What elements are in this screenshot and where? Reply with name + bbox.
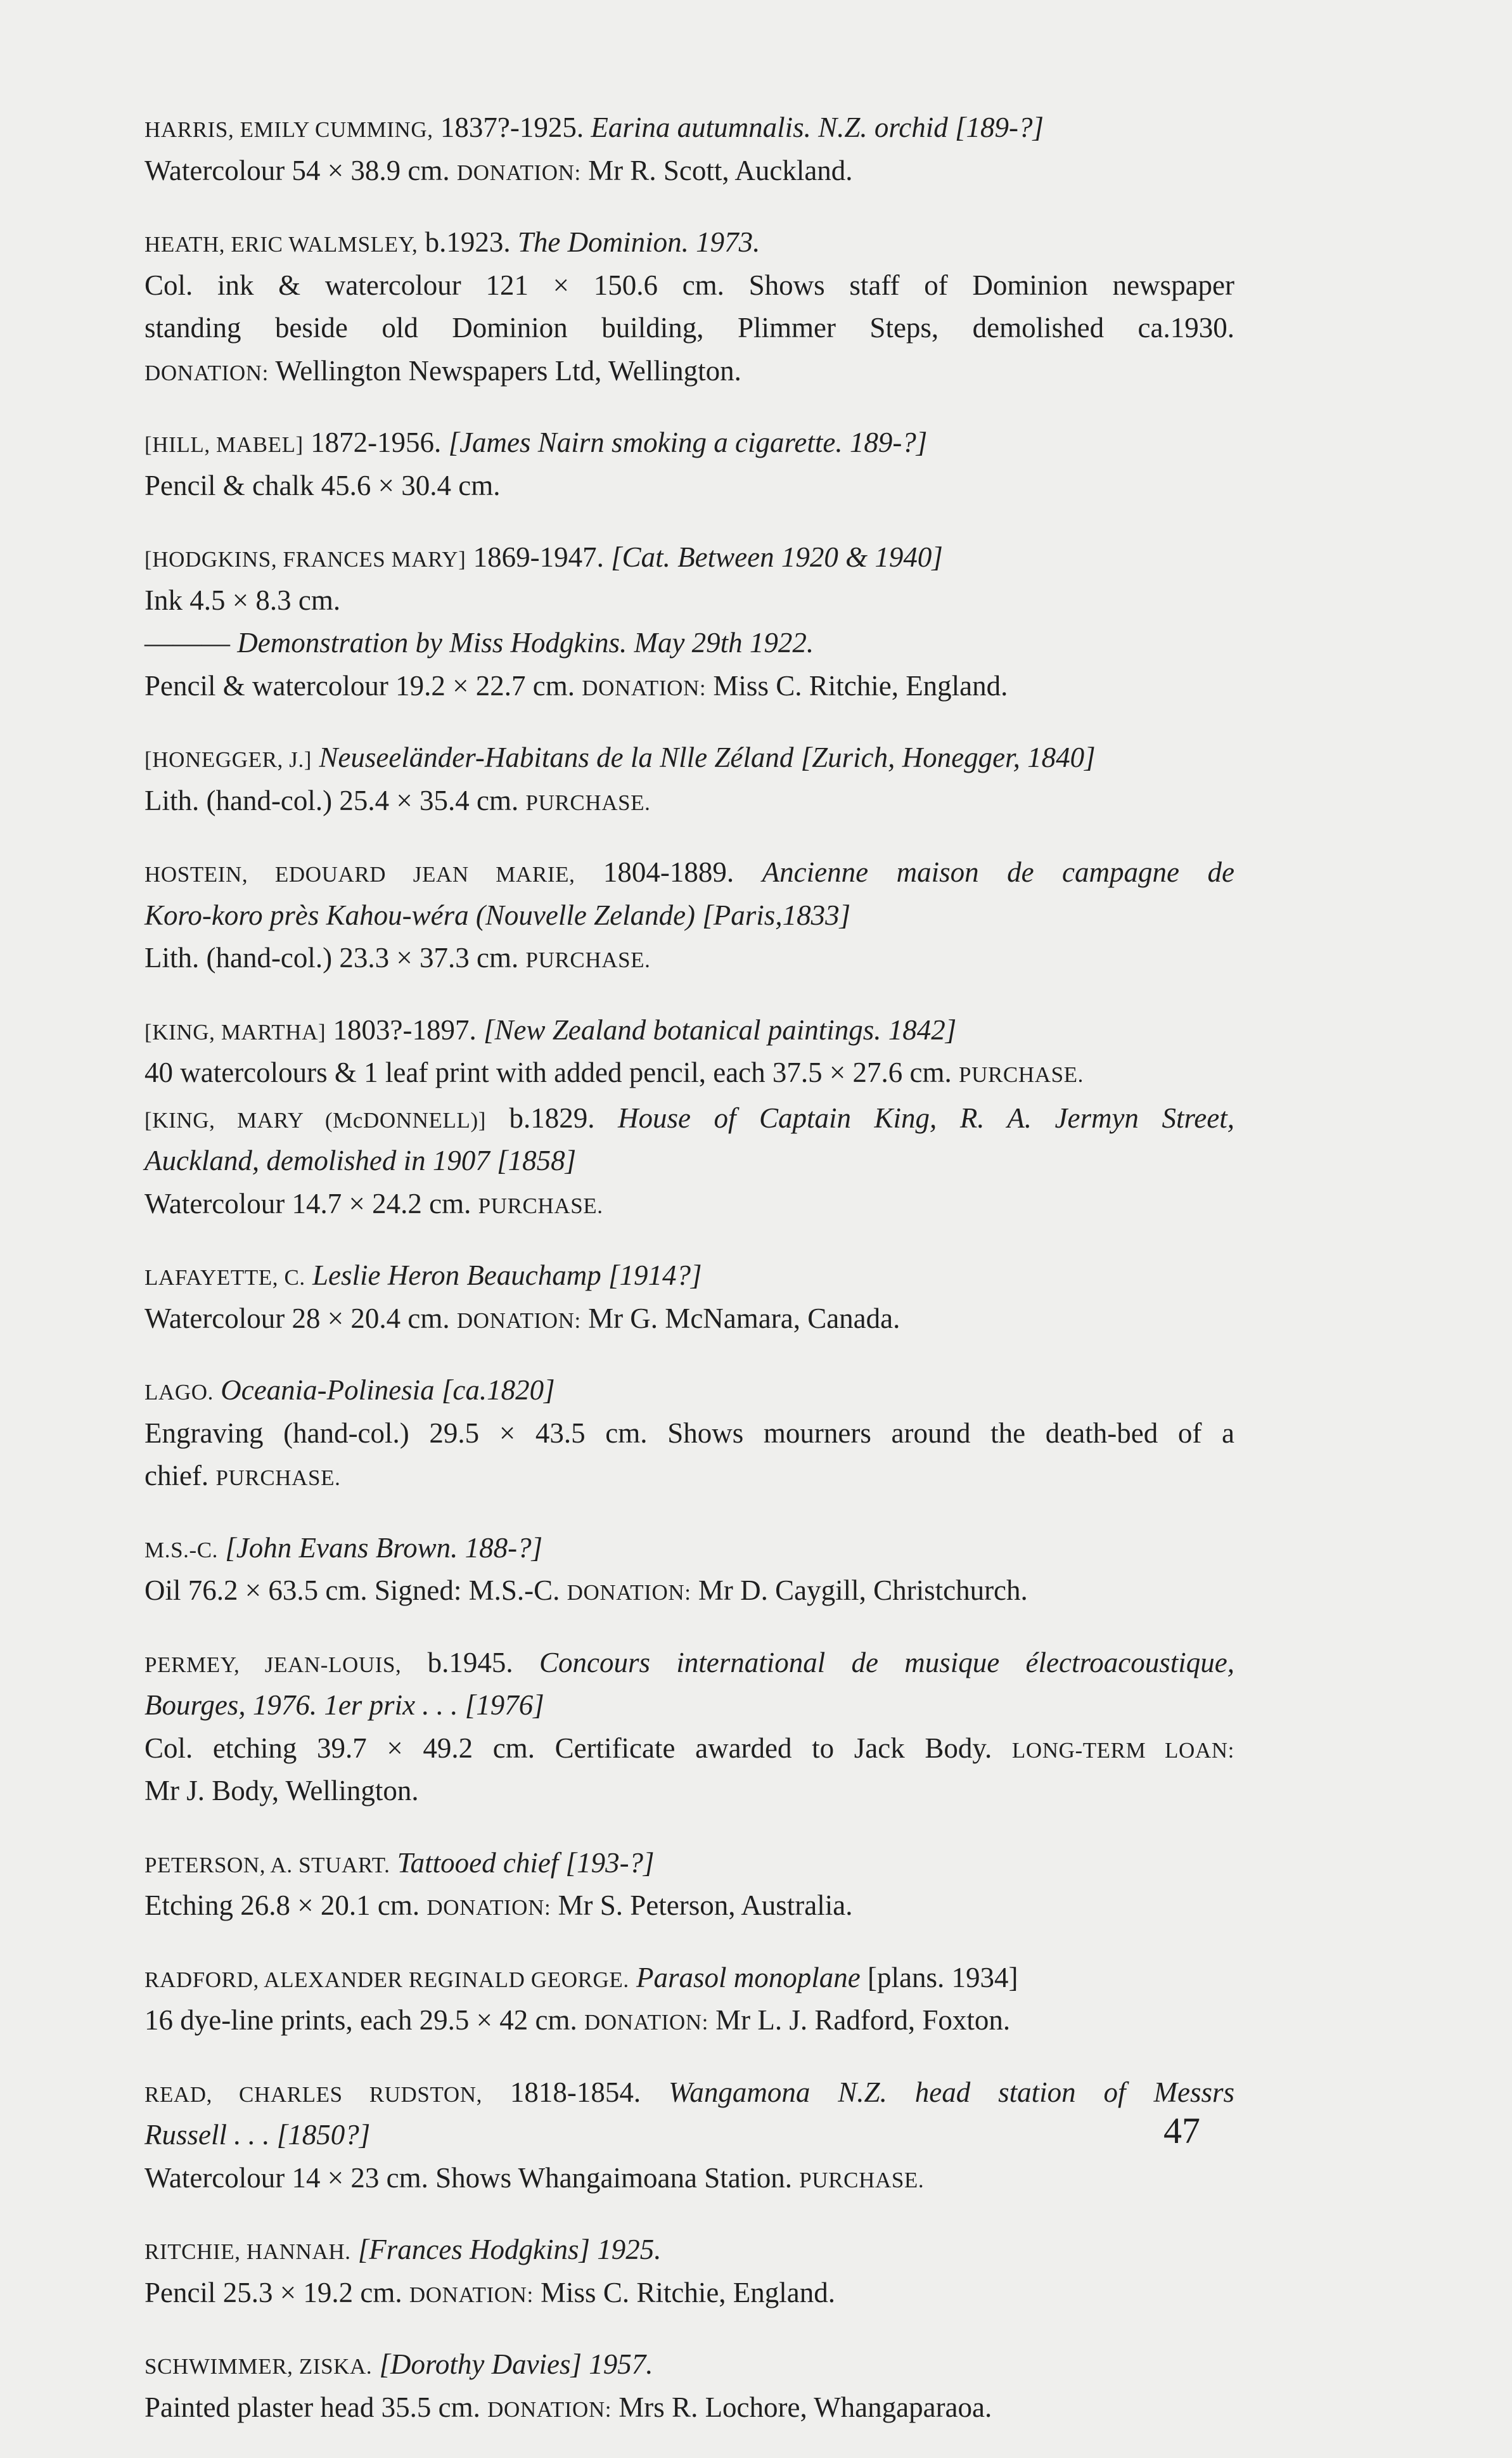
artist-name: LAGO. (144, 1380, 214, 1405)
acquisition-type: DONATION: (426, 1895, 551, 1920)
entry-heading (144, 1009, 1234, 1052)
acquisition-type: DONATION: (456, 1308, 581, 1333)
work-title: House of Captain King, R. A. Jermyn Street, (618, 1102, 1234, 1134)
entry-details (144, 1727, 1234, 1770)
entry-details (144, 150, 1234, 193)
work-title: Concours international de musique électroacoustique, (539, 1646, 1234, 1678)
artist-dates: b.1829. (485, 1102, 618, 1134)
work-title-continued: Auckland, demolished in 1907 [1858] (144, 1145, 577, 1176)
catalogue-entry (144, 737, 1234, 822)
artist-name: [KING, MARTHA] (144, 1019, 326, 1045)
artist-dates: 1804-1889. (575, 856, 762, 888)
acquisition-type: LONG-TERM LOAN: (1011, 1737, 1234, 1763)
catalogue-entry (144, 2229, 1234, 2314)
acquisition-type: PURCHASE. (525, 790, 651, 815)
work-title: [John Evans Brown. 188-?] (218, 1531, 543, 1564)
work-title: [New Zealand botanical paintings. 1842] (483, 1013, 957, 1046)
entry-heading (144, 106, 1234, 150)
acquisition-type: PURCHASE. (959, 1062, 1084, 1087)
medium-size: Watercolour 54 × 38.9 cm. (144, 154, 457, 186)
catalogue-entry (144, 1369, 1234, 1498)
catalogue-entry (144, 221, 1234, 392)
entry-heading (144, 1957, 1234, 2000)
acquisition-type: DONATION: (567, 1580, 691, 1605)
artist-name: LAFAYETTE, C. (144, 1265, 305, 1290)
catalogue-entry (144, 421, 1234, 507)
entry-details: Col. ink & watercolour 121 × 150.6 cm. Shows staff of Dominion newspaper (144, 269, 1234, 301)
medium-size: Watercolour 28 × 20.4 cm. (144, 1302, 457, 1334)
artist-dates: b.1945. (401, 1646, 539, 1678)
medium-size: Pencil 25.3 × 19.2 cm. (144, 2276, 409, 2308)
entry-heading (144, 1097, 1234, 1140)
acquisition-type: DONATION: (144, 360, 269, 385)
entry-heading (144, 2229, 1234, 2272)
artist-dates: 1869-1947. (466, 541, 612, 573)
artist-name: HOSTEIN, EDOUARD JEAN MARIE, (144, 862, 575, 887)
entry-details (144, 1297, 1234, 1341)
work-title: Leslie Heron Beauchamp [1914?] (305, 1259, 702, 1291)
medium-size: Watercolour 14.7 × 24.2 cm. (144, 1187, 478, 1219)
work-date: [plans. 1934] (867, 1961, 1018, 1993)
medium-size: Col. etching 39.7 × 49.2 cm. Certificate awarded to Jack Body. (144, 1732, 1012, 1764)
work-title: Tattooed chief [193-?] (390, 1846, 655, 1879)
entry-details (144, 1183, 1234, 1226)
catalogue-entry (144, 1642, 1234, 1813)
medium-size: Lith. (hand-col.) 25.4 × 35.4 cm. (144, 784, 526, 816)
medium-size: 16 dye-line prints, each 29.5 × 42 cm. (144, 2004, 584, 2036)
artist-name: RITCHIE, HANNAH. (144, 2239, 351, 2264)
donor: Mr D. Caygill, Christchurch. (691, 1574, 1028, 1606)
work-title-continued: Koro-koro près Kahou-wéra (Nouvelle Zelande) [Paris,1833] (144, 899, 851, 931)
acquisition-type: PURCHASE. (478, 1193, 603, 1218)
artist-dates: b.1923. (418, 226, 518, 258)
donor: Miss C. Ritchie, England. (533, 2276, 836, 2308)
acquisition-type: DONATION: (456, 160, 581, 185)
description: chief. (144, 1460, 216, 1491)
artist-name: READ, CHARLES RUDSTON, (144, 2082, 482, 2107)
artist-name: SCHWIMMER, ZISKA. (144, 2354, 373, 2379)
medium-size: Oil 76.2 × 63.5 cm. Signed: M.S.-C. (144, 1574, 567, 1606)
catalogue-entry (144, 1009, 1234, 1095)
entry-details (144, 1884, 1234, 1927)
entry-heading (144, 221, 1234, 264)
entry-details (144, 1455, 1234, 1498)
acquisition-type: PURCHASE. (799, 2167, 925, 2192)
donor: Mr S. Peterson, Australia. (551, 1889, 853, 1921)
artist-name: [HODGKINS, FRANCES MARY] (144, 547, 466, 572)
catalogue-entry (144, 851, 1234, 980)
artist-name: [HONEGGER, J.] (144, 747, 312, 772)
work-title-continued: Bourges, 1976. 1er prix . . . [1976] (144, 1689, 544, 1721)
work-title: Demonstration by Miss Hodgkins. May 29th 1922. (230, 627, 814, 659)
entry-heading (144, 1254, 1234, 1297)
artist-name: PETERSON, A. STUART. (144, 1852, 390, 1877)
artist-dates: 1872-1956. (303, 427, 449, 458)
donor: Mrs R. Lochore, Whangaparaoa. (612, 2391, 992, 2423)
entry-heading (144, 2343, 1234, 2386)
catalogue-entry (144, 1957, 1234, 2042)
medium-size: 40 watercolours & 1 leaf print with added pencil, each 37.5 × 27.6 cm. (144, 1057, 959, 1088)
catalogue-entry (144, 106, 1234, 192)
catalogue-entry (144, 1527, 1234, 1612)
work-title: [Frances Hodgkins] 1925. (350, 2234, 662, 2265)
lender: Mr J. Body, Wellington. (144, 1775, 419, 1806)
entry-heading (144, 2071, 1234, 2114)
medium-size: Watercolour 14 × 23 cm. Shows Whangaimoana Station. (144, 2161, 800, 2194)
donor: Wellington Newspapers Ltd, Wellington. (268, 354, 741, 387)
entry-heading (144, 851, 1234, 894)
medium-size: Painted plaster head 35.5 cm. (144, 2391, 488, 2423)
catalogue-entry (144, 1097, 1234, 1226)
entry-heading (144, 1527, 1234, 1570)
donor: Mr G. McNamara, Canada. (580, 1302, 900, 1334)
entry-details (144, 350, 1234, 393)
entry-heading (144, 1369, 1234, 1412)
catalogue-entries (144, 106, 1234, 2458)
work-title: Ancienne maison de campagne de (762, 856, 1234, 888)
catalogue-entry (144, 1842, 1234, 1927)
work-title: [Dorothy Davies] 1957. (372, 2348, 653, 2380)
artist-name: HARRIS, EMILY CUMMING, (144, 117, 433, 142)
entry-details: Engraving (hand-col.) 29.5 × 43.5 cm. Shows mourners around the death-bed of a (144, 1417, 1234, 1449)
work-title: Oceania-Polinesia [ca.1820] (213, 1374, 555, 1406)
donor: Mr R. Scott, Auckland. (580, 154, 853, 186)
catalogue-entry (144, 536, 1234, 707)
entry-details (144, 1569, 1234, 1612)
artist-name: [HILL, MABEL] (144, 432, 304, 457)
artist-name: PERMEY, JEAN-LOUIS, (144, 1652, 402, 1677)
donor: Miss C. Ritchie, England. (706, 669, 1008, 702)
artist-name: [KING, MARY (McDONNELL)] (144, 1107, 486, 1133)
entry-details (144, 665, 1234, 708)
entry-details: standing beside old Dominion building, Plimmer Steps, demolished ca.1930. (144, 312, 1234, 344)
work-title: Wangamona N.Z. head station of Messrs (669, 2076, 1234, 2108)
donor: Mr L. J. Radford, Foxton. (708, 2004, 1011, 2036)
entry-details (144, 1052, 1234, 1095)
work-title: [Cat. Between 1920 & 1940] (611, 541, 943, 573)
artist-dates: 1803?-1897. (326, 1013, 484, 1046)
catalogue-entry (144, 1254, 1234, 1340)
artist-dates: 1837?-1925. (433, 112, 591, 143)
medium-size: Lith. (hand-col.) 23.3 × 37.3 cm. (144, 942, 526, 974)
artist-name: RADFORD, ALEXANDER REGINALD GEORGE. (144, 1967, 629, 1992)
entry-details (144, 2386, 1234, 2429)
entry-details (144, 937, 1234, 980)
acquisition-type: PURCHASE. (525, 948, 651, 972)
entry-heading (144, 622, 1234, 665)
work-title: Earina autumnalis. N.Z. orchid [189-?] (591, 112, 1044, 143)
acquisition-type: PURCHASE. (215, 1465, 341, 1490)
acquisition-type: DONATION: (487, 2397, 612, 2422)
entry-details: Ink 4.5 × 8.3 cm. (144, 584, 341, 616)
work-title: Neuseeländer-Habitans de la Nlle Zéland [Zurich, Honegger, 1840] (312, 742, 1096, 773)
page-number: 47 (1163, 2110, 1200, 2151)
entry-heading (144, 1842, 1234, 1885)
work-title: The Dominion. 1973. (517, 226, 760, 258)
catalogue-entry (144, 2071, 1234, 2200)
artist-name: M.S.-C. (144, 1537, 219, 1562)
entry-heading (144, 737, 1234, 780)
artist-name: HEATH, ERIC WALMSLEY, (144, 232, 418, 257)
entry-details (144, 1999, 1234, 2042)
work-title-continued: Russell . . . [1850?] (144, 2119, 371, 2151)
entry-heading (144, 536, 1234, 579)
entry-details (144, 780, 1234, 823)
catalogue-entry (144, 2343, 1234, 2429)
medium-size: Etching 26.8 × 20.1 cm. (144, 1889, 427, 1921)
medium-size: Pencil & watercolour 19.2 × 22.7 cm. (144, 669, 582, 702)
entry-heading (144, 1642, 1234, 1685)
acquisition-type: DONATION: (409, 2282, 534, 2307)
acquisition-type: DONATION: (582, 675, 707, 700)
entry-details: Pencil & chalk 45.6 × 30.4 cm. (144, 469, 501, 501)
artist-dates: 1818-1854. (482, 2076, 669, 2108)
entry-heading (144, 421, 1234, 465)
ditto-rule: ——— (144, 627, 230, 659)
work-title: Parasol monoplane (629, 1961, 868, 1993)
entry-details (144, 2272, 1234, 2315)
entry-details (144, 2157, 1234, 2200)
work-title: [James Nairn smoking a cigarette. 189-?] (448, 427, 928, 458)
acquisition-type: DONATION: (584, 2010, 708, 2035)
